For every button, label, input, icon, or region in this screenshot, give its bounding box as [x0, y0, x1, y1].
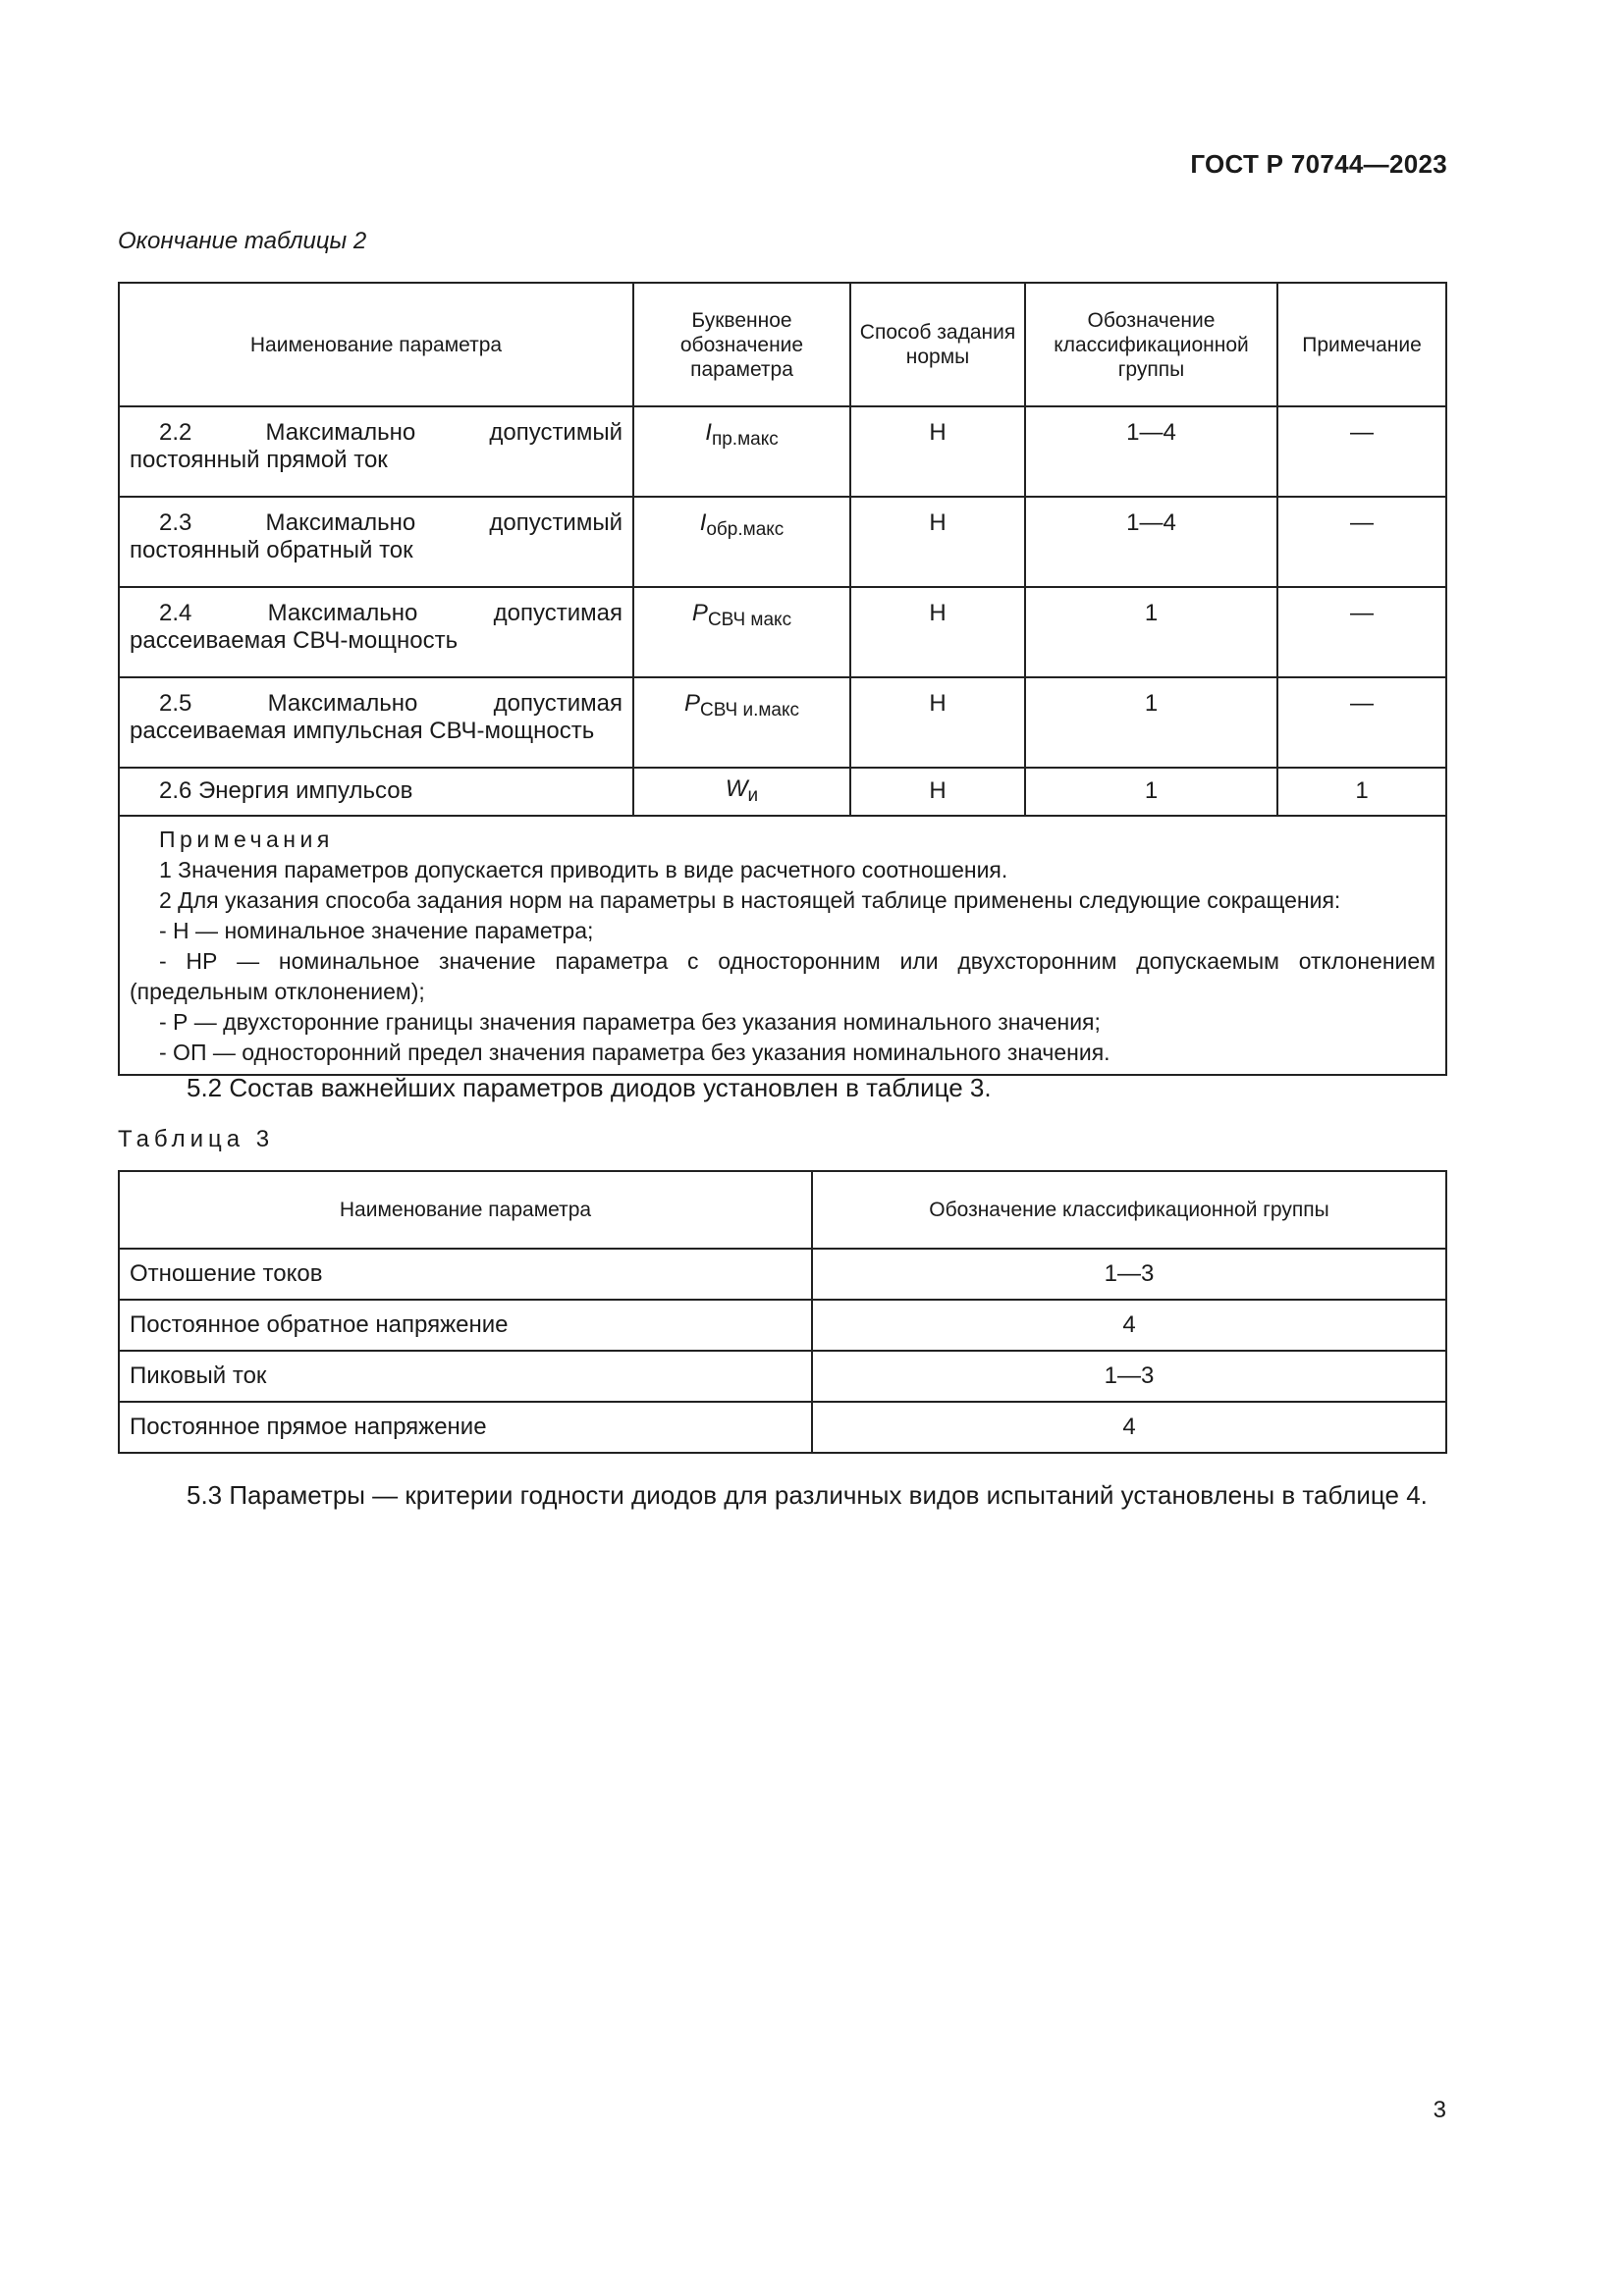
table-2 — [118, 282, 1447, 1076]
parameter-name-cell: Отношение токов — [119, 1249, 812, 1300]
header-norm-method: Способ задания нормы — [850, 283, 1025, 406]
classification-group-cell: 4 — [812, 1300, 1446, 1351]
parameter-name: Максимально допустимая рассеиваемая импульсная СВЧ-мощность — [130, 690, 623, 744]
classification-group-cell: 4 — [812, 1402, 1446, 1453]
norm-method-cell: Н — [850, 768, 1025, 816]
parameter-name-cell — [119, 768, 633, 816]
notes-cell — [119, 816, 1446, 1075]
table-row — [119, 497, 1446, 587]
row-number: 2.2 — [159, 419, 192, 446]
parameter-name: Энергия импульсов — [198, 777, 413, 804]
notes-title: Примечания — [159, 827, 334, 852]
symbol-main: W — [725, 775, 748, 802]
table-row — [119, 768, 1446, 816]
notes-row — [119, 816, 1446, 1075]
parameter-symbol-cell — [633, 587, 850, 677]
norm-method-cell: Н — [850, 406, 1025, 497]
parameter-name-cell: Постоянное обратное напряжение — [119, 1300, 812, 1351]
parameter-symbol-cell — [633, 497, 850, 587]
header-parameter-name: Наименование параметра — [119, 283, 633, 406]
note-cell: — — [1277, 587, 1446, 677]
note-cell: — — [1277, 497, 1446, 587]
table2-continuation-caption: Окончание таблицы 2 — [118, 228, 367, 254]
header-classification-group: Обозначение классификационной группы — [1025, 283, 1277, 406]
note-line: 2 Для указания способа задания норм на параметры в настоящей таблице применены следующие сокращения: — [159, 887, 1341, 913]
parameter-name: Максимально допустимый постоянный прямой ток — [130, 419, 623, 473]
row-number: 2.5 — [159, 690, 192, 717]
parameter-symbol-cell — [633, 768, 850, 816]
norm-method-cell: Н — [850, 587, 1025, 677]
parameter-name-cell — [119, 677, 633, 768]
parameter-name-cell: Постоянное прямое напряжение — [119, 1402, 812, 1453]
note-cell: — — [1277, 406, 1446, 497]
table-row — [119, 406, 1446, 497]
note-line: 1 Значения параметров допускается приводить в виде расчетного соотношения. — [159, 857, 1008, 882]
table2-header-row — [119, 283, 1446, 406]
row-number: 2.3 — [159, 509, 192, 536]
table3-caption: Таблица 3 — [118, 1126, 275, 1152]
note-cell: — — [1277, 677, 1446, 768]
parameter-name: Максимально допустимая рассеиваемая СВЧ-мощность — [130, 600, 623, 654]
document-code: ГОСТ Р 70744—2023 — [1190, 149, 1447, 179]
header-letter-symbol: Буквенное обозначение параметра — [633, 283, 850, 406]
parameter-name-cell: Пиковый ток — [119, 1351, 812, 1402]
header-note: Примечание — [1277, 283, 1446, 406]
classification-group-cell: 1 — [1025, 677, 1277, 768]
note-line: - Р — двухсторонние границы значения параметра без указания номинального значения; — [159, 1009, 1101, 1035]
page-number: 3 — [1433, 2097, 1446, 2123]
table-3 — [118, 1170, 1447, 1454]
symbol-subscript: обр.макс — [706, 519, 785, 540]
classification-group-cell: 1—3 — [812, 1249, 1446, 1300]
symbol-main: P — [683, 690, 700, 717]
symbol-main: I — [699, 509, 707, 536]
table-row — [119, 1249, 1446, 1300]
table3-header-row — [119, 1171, 1446, 1249]
symbol-subscript: и — [747, 785, 759, 806]
row-number: 2.4 — [159, 600, 192, 626]
parameter-name-cell — [119, 406, 633, 497]
header-classification-group: Обозначение классификационной группы — [812, 1171, 1446, 1249]
parameter-symbol-cell — [633, 677, 850, 768]
table-row — [119, 587, 1446, 677]
table-row — [119, 1300, 1446, 1351]
parameter-name-cell — [119, 497, 633, 587]
note-line: - ОП — односторонний предел значения параметра без указания номинального значения. — [159, 1040, 1110, 1065]
parameter-symbol-cell — [633, 406, 850, 497]
note-line: - НР — номинальное значение параметра с односторонним или двухсторонним допускаемым отклонением (предельным отклонением); — [130, 948, 1435, 1004]
norm-method-cell: Н — [850, 497, 1025, 587]
symbol-subscript: СВЧ макс — [707, 610, 792, 630]
note-cell: 1 — [1277, 768, 1446, 816]
paragraph-5-2: 5.2 Состав важнейших параметров диодов установлен в таблице 3. — [187, 1073, 992, 1102]
paragraph-5-3: 5.3 Параметры — критерии годности диодов для различных видов испытаний установлены в таблице 4. — [187, 1480, 1428, 1510]
table-row — [119, 1402, 1446, 1453]
classification-group-cell: 1 — [1025, 768, 1277, 816]
classification-group-cell: 1 — [1025, 587, 1277, 677]
table-row — [119, 1351, 1446, 1402]
note-line: - Н — номинальное значение параметра; — [159, 918, 594, 943]
parameter-name-cell — [119, 587, 633, 677]
norm-method-cell: Н — [850, 677, 1025, 768]
classification-group-cell: 1—4 — [1025, 406, 1277, 497]
header-parameter-name: Наименование параметра — [119, 1171, 812, 1249]
row-number: 2.6 — [159, 777, 192, 804]
classification-group-cell: 1—3 — [812, 1351, 1446, 1402]
parameter-name: Максимально допустимый постоянный обратный ток — [130, 509, 623, 563]
symbol-subscript: пр.макс — [711, 429, 779, 450]
symbol-main: P — [691, 600, 708, 626]
table-row — [119, 677, 1446, 768]
classification-group-cell: 1—4 — [1025, 497, 1277, 587]
symbol-subscript: СВЧ и.макс — [699, 700, 800, 721]
symbol-main: I — [705, 419, 712, 446]
